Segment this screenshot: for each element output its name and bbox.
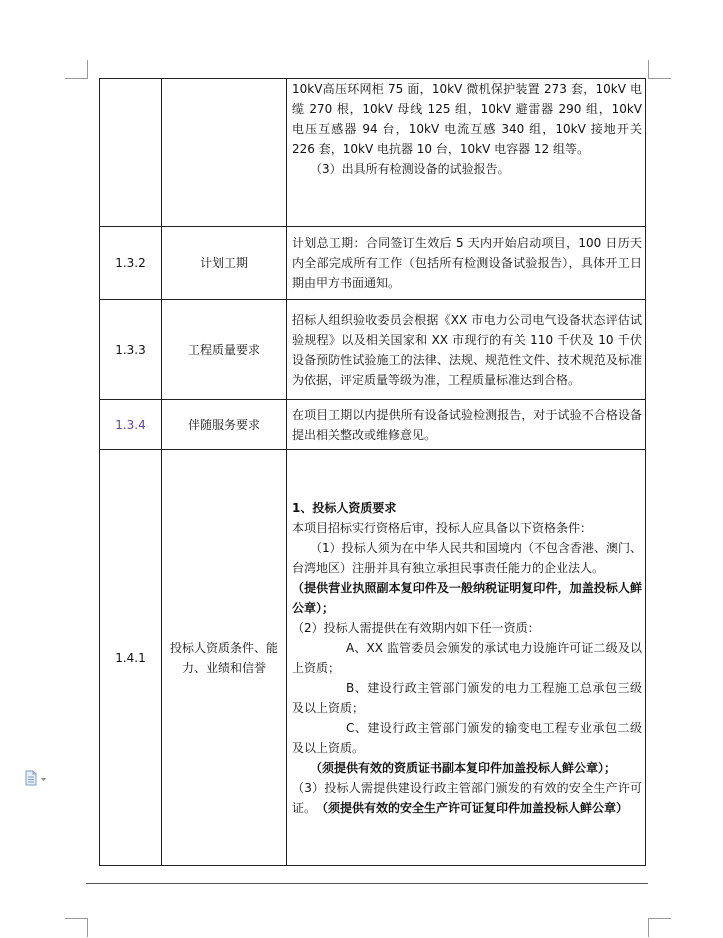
row-item: 伴随服务要求 — [162, 400, 287, 450]
row-number: 1.3.2 — [100, 227, 162, 300]
table-row — [100, 227, 646, 300]
content-paragraph-bold: （须提供有效的资质证书副本复印件加盖投标人鲜公章）； — [310, 760, 617, 775]
table-row — [100, 400, 646, 450]
crop-mark-bottom-left — [65, 918, 88, 937]
row-item: 计划工期 — [162, 227, 287, 300]
crop-mark-bottom-right — [648, 918, 671, 937]
content-paragraph: A、XX 监管委员会颁发的承试电力设施许可证二级及以上资质； — [292, 640, 642, 675]
row-content — [287, 450, 646, 866]
row-item: 投标人资质条件、能力、业绩和信誉 — [162, 450, 287, 866]
row-number: 1.3.4 — [100, 400, 162, 450]
content-paragraph: 招标人组织验收委员会根据《XX 市电力公司电气设备状态评估试验规程》以及相关国家和 XX 市现行的有关 110 千伏及 10 千伏设备预防性试验施工的法律、法规、规范性文件、技术规范及标准为依据，评定质量等级为准，工程质量标准达到合格。 — [292, 312, 642, 387]
content-paragraph: （2）投标人需提供在有效期内如下任一资质： — [292, 620, 540, 635]
section-heading: 1、投标人资质要求 — [292, 500, 397, 515]
content-paragraph: C、建设行政主管部门颁发的输变电工程专业承包二级及以上资质。 — [292, 720, 642, 755]
row-content — [287, 79, 646, 227]
row-content — [287, 400, 646, 450]
content-paragraph: 计划总工期：合同签订生效后 5 天内开始启动项目，100 日历天内全部完成所有工作（包括所有检测设备试验报告），具体开工日期由甲方书面通知。 — [292, 236, 642, 290]
row-item — [162, 79, 287, 227]
content-paragraph: （3）投标人需提供建设行政主管部门颁发的有效的安全生产许可证。 — [292, 780, 642, 815]
content-paragraph: （1）投标人须为在中华人民共和国境内（不包含香港、澳门、台湾地区）注册并具有独立承担民事责任能力的企业法人。 — [292, 540, 642, 575]
content-paragraph: 在项目工期以内提供所有设备试验检测报告，对于试验不合格设备提出相关整改或维修意见。 — [292, 407, 642, 442]
row-number — [100, 79, 162, 227]
row-content — [287, 300, 646, 400]
content-paragraph: （3）出具所有检测设备的试验报告。 — [310, 162, 510, 176]
content-paragraph: B、建设行政主管部门颁发的电力工程施工总承包三级及以上资质； — [292, 680, 642, 715]
row-number: 1.3.3 — [100, 300, 162, 400]
crop-mark-top-right — [648, 60, 671, 79]
footer-rule — [86, 883, 648, 884]
content-paragraph: 本项目招标实行资格后审，投标人应具备以下资格条件： — [292, 520, 593, 535]
row-content — [287, 227, 646, 300]
document-icon[interactable] — [24, 770, 50, 786]
table-row — [100, 79, 646, 227]
table-row — [100, 300, 646, 400]
bid-spec-table — [99, 78, 646, 866]
row-item: 工程质量要求 — [162, 300, 287, 400]
content-paragraph-bold: （提供营业执照副本复印件及一般纳税证明复印件，加盖投标人鲜公章）； — [292, 580, 642, 615]
content-paragraph-bold: （须提供有效的安全生产许可证复印件加盖投标人鲜公章） — [316, 800, 629, 815]
content-paragraph: 10kV高压环网柜 75 面，10kV 微机保护装置 273 套，10kV 电缆 270 根，10kV 母线 125 组，10kV 避雷器 290 组，10kV 电压互感器 94 台，10kV 电流互感 340 组，10kV 接地开关 226 套，10kV 电抗器 10 台，10kV 电容器 12 组等。 — [292, 82, 642, 156]
row-number: 1.4.1 — [100, 450, 162, 866]
crop-mark-top-left — [65, 60, 88, 79]
table-row — [100, 450, 646, 866]
